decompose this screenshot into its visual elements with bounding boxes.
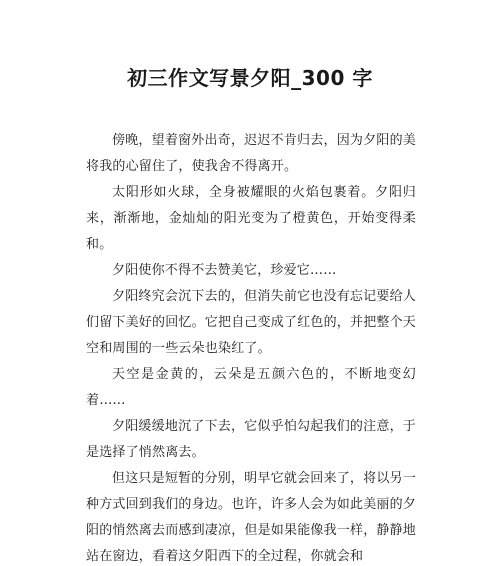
paragraph: 夕阳使你不得不去赞美它，珍爱它…… [112,263,337,278]
paragraph: 夕阳终究会沉下去的，但消失前它也没有忘记要给人们留下美好的回忆。它把自己变成了红色的，并把整个天空和周围的一些云朵也染红了。 [86,289,417,356]
paragraph: 夕阳缓缓地沉了下去，它似乎怕勾起我们的注意，于是选择了悄然离去。 [86,419,416,460]
document-title: 初三作文写景夕阳_300 字 [127,66,373,90]
document-body [86,128,416,566]
paragraph: 天空是金黄的，云朵是五颜六色的，不断地变幻着…… [86,367,416,408]
paragraph: 但这只是短暂的分别，明早它就会回来了，将以另一种方式回到我们的身边。也许，许多人会为如此美丽的夕阳的悄然离去而感到凄凉，但是如果能像我一样，静静地站在窗边，看着这夕阳西下的全过程，你就会和 [86,471,417,564]
paragraph: 傍晚，望着窗外出奇，迟迟不肯归去，因为夕阳的美将我的心留住了，使我舍不得离开。 [86,133,416,174]
paragraph: 太阳形如火球，全身被耀眼的火焰包裹着。夕阳归来，渐渐地，金灿灿的阳光变为了橙黄色，开始变得柔和。 [86,185,416,252]
